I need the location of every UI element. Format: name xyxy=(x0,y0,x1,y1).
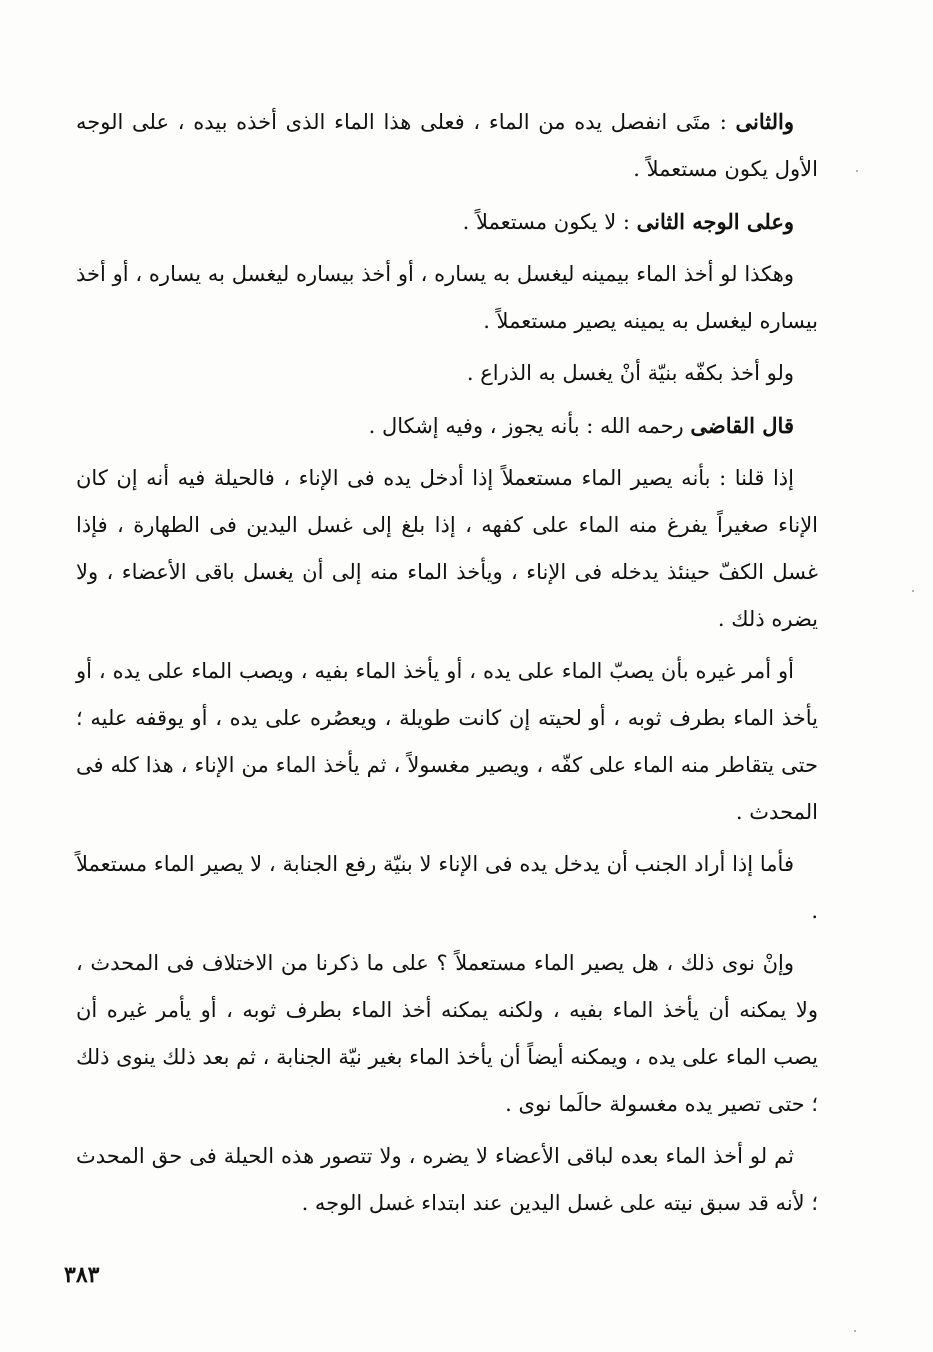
paragraph-text: وإنْ نوى ذلك ، هل يصير الماء مستعملاً ؟ على ما ذكرنا من الاختلاف فى المحدث ، ولا يمكنه أن يأخذ الماء بفيه ، ولكنه يمكنه أخذ الماء بطرف ثوبه ، أو يأمر غيره أن يصب الماء على يده ، ويمكنه أيضاً أن يأخذ الماء بغير نيّة الجنابة ، ثم بعد ذلك ينوى ذلك ؛ حتى تصير يده مغسولة حالَما نوى . xyxy=(76,951,818,1116)
paragraph-10 xyxy=(76,1133,818,1227)
paragraph-text: رحمه الله : بأنه يجوز ، وفيه إشكال . xyxy=(368,414,684,438)
scan-speck xyxy=(854,1330,856,1332)
paragraph-text: وهكذا لو أخذ الماء بيمينه ليغسل به يساره ، أو أخذ بيساره ليغسل به يساره ، أو أخذ بيساره ليغسل به يمينه يصير مستعملاً . xyxy=(76,262,818,333)
paragraph-text: إذا قلنا : بأنه يصير الماء مستعملاً إذا أدخل يده فى الإناء ، فالحيلة فيه أنه إن كان الإناء صغيراً يفرغ منه الماء على كفهه ، إذا بلغ إلى غسل اليدين فى الطهارة ، فإذا غسل الكفّ حينئذ يدخله فى الإناء ، ويأخذ الماء منه إلى أن يغسل باقى الأعضاء ، ولا يضره ذلك . xyxy=(76,466,818,631)
paragraph-text: فأما إذا أراد الجنب أن يدخل يده فى الإناء لا بنيّة رفع الجنابة ، لا يصير الماء مستعملاً . xyxy=(76,852,818,923)
paragraph-4 xyxy=(76,350,818,397)
paragraph-1 xyxy=(76,98,818,193)
paragraph-5 xyxy=(76,402,818,450)
paragraph-9 xyxy=(76,940,818,1128)
paragraph-text: : متَى انفصل يده من الماء ، فعلى هذا الماء الذى أخذه بيده ، على الوجه الأول يكون مستعملاً . xyxy=(76,110,818,181)
scan-speck xyxy=(912,590,914,592)
paragraph-text: : لا يكون مستعملاً . xyxy=(462,210,630,234)
paragraph-text: أو أمر غيره بأن يصبّ الماء على يده ، أو يأخذ الماء بفيه ، ويصب الماء على يده ، أو يأخذ الماء بطرف ثوبه ، أو لحيته إن كانت طويلة ، ويعصُره على يده ، أو يوقفه عليه ؛ حتى يتقاطر منه الماء على كفّه ، ويصير مغسولاً ، ثم يأخذ الماء من الإناء ، هذا كله فى المحدث . xyxy=(76,659,818,824)
paragraph-lead: وعلى الوجه الثانى xyxy=(636,209,794,234)
paragraph-8 xyxy=(76,841,818,935)
paragraph-lead: قال القاضى xyxy=(690,413,794,438)
scan-speck xyxy=(856,170,858,172)
paragraph-text: ولو أخذ بكفّه بنيّة أنْ يغسل به الذراع . xyxy=(466,361,794,385)
page-number: ٣٨٣ xyxy=(64,1262,100,1288)
paragraph-6 xyxy=(76,455,818,643)
paragraph-text: ثم لو أخذ الماء بعده لباقى الأعضاء لا يضره ، ولا تتصور هذه الحيلة فى حق المحدث ؛ لأنه قد سبق نيته على غسل اليدين عند ابتداء غسل الوجه . xyxy=(76,1144,818,1215)
paragraph-lead: والثانى xyxy=(735,109,794,134)
body-text xyxy=(76,98,818,1232)
paragraph-3 xyxy=(76,251,818,345)
paragraph-2 xyxy=(76,198,818,246)
paragraph-7 xyxy=(76,648,818,836)
